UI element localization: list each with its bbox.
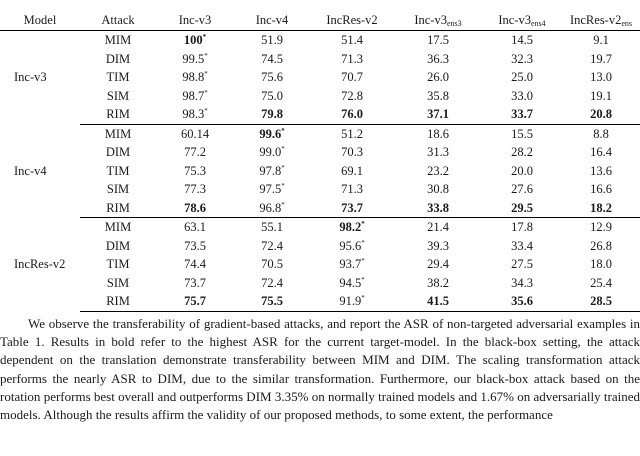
table-row — [0, 87, 640, 106]
asr-cell-inc-v3-ens3 — [394, 143, 482, 162]
asr-value: 33.7 — [511, 107, 533, 121]
asr-cell-incres-v2 — [310, 180, 394, 199]
asr-cell-inc-v3-ens4 — [482, 105, 562, 124]
asr-value: 99.5 — [182, 51, 205, 66]
asr-cell-incres-v2-ens — [562, 274, 640, 293]
header-incres-v2: IncRes-v2 — [310, 10, 394, 31]
asr-cell-inc-v3 — [156, 292, 234, 311]
asr-value: 20.0 — [511, 163, 533, 178]
asr-value: 41.5 — [427, 294, 449, 308]
asr-value: 18.6 — [427, 126, 449, 141]
asr-cell-inc-v4 — [234, 255, 310, 274]
asr-value: 93.7 — [339, 257, 362, 271]
asr-value: 18.2 — [590, 200, 612, 215]
asr-cell-incres-v2 — [310, 292, 394, 311]
table-row — [0, 162, 640, 181]
white-box-star: * — [202, 33, 207, 41]
asr-cell-inc-v3 — [156, 143, 234, 162]
asr-value: 28.2 — [511, 145, 533, 159]
asr-cell-incres-v2-ens — [562, 237, 640, 256]
asr-cell-inc-v3-ens4 — [482, 255, 562, 274]
asr-value: 39.3 — [427, 238, 449, 253]
attack-label: TIM — [106, 163, 130, 178]
header-attack: Attack — [80, 10, 156, 31]
asr-cell-inc-v3 — [156, 218, 234, 237]
asr-cell-inc-v3-ens4 — [482, 124, 562, 143]
asr-cell-inc-v4 — [234, 31, 310, 50]
asr-value: 73.7 — [341, 200, 363, 215]
asr-value: 29.5 — [511, 200, 533, 215]
attack-label: MIM — [104, 126, 132, 141]
asr-value: 75.7 — [184, 294, 206, 308]
asr-value: 94.5 — [339, 275, 362, 290]
asr-cell-incres-v2-ens — [562, 143, 640, 162]
asr-value: 15.5 — [511, 126, 533, 141]
asr-value: 98.3 — [182, 107, 205, 121]
attack-label: SIM — [106, 182, 130, 196]
attack-label: RIM — [80, 105, 156, 124]
asr-value: 55.1 — [261, 220, 283, 234]
asr-value: 25.0 — [511, 70, 533, 84]
asr-value: 33.0 — [511, 88, 533, 103]
asr-cell-inc-v4 — [234, 68, 310, 87]
white-box-star: * — [281, 145, 285, 153]
table-row — [0, 31, 640, 50]
asr-cell-inc-v3 — [156, 274, 234, 293]
asr-value: 35.8 — [427, 88, 449, 103]
asr-cell-incres-v2 — [310, 50, 394, 69]
asr-value: 19.1 — [590, 88, 612, 103]
asr-value: 37.1 — [427, 107, 449, 121]
header-inc-v3-ens3: Inc-$v3_{ens3}$ — [394, 10, 482, 31]
asr-cell-inc-v3-ens3 — [394, 68, 482, 87]
asr-cell-inc-v3-ens4 — [482, 199, 562, 218]
header-inc-v3: Inc-v3 — [156, 10, 234, 31]
white-box-star: * — [204, 88, 208, 97]
asr-value: 16.4 — [590, 145, 612, 159]
header-model: Model — [0, 10, 80, 31]
asr-value: 51.4 — [341, 33, 363, 47]
asr-value: 38.2 — [427, 275, 449, 290]
asr-cell-inc-v3 — [156, 31, 234, 50]
asr-value: 28.5 — [590, 294, 612, 308]
header-incres-v2-ens: IncRes-$v2_{ens}$ — [562, 10, 640, 31]
asr-cell-inc-v3-ens4 — [482, 180, 562, 199]
asr-cell-inc-v3-ens3 — [394, 292, 482, 311]
asr-value: 79.8 — [261, 107, 283, 121]
asr-cell-incres-v2-ens — [562, 31, 640, 50]
asr-cell-inc-v4 — [234, 274, 310, 293]
asr-cell-inc-v4 — [234, 237, 310, 256]
asr-cell-inc-v4 — [234, 143, 310, 162]
asr-value: 27.5 — [511, 257, 533, 271]
attack-label: TIM — [106, 257, 130, 271]
asr-value: 73.5 — [184, 238, 206, 253]
asr-cell-incres-v2-ens — [562, 180, 640, 199]
table-row — [0, 180, 640, 199]
asr-value: 31.3 — [427, 145, 449, 159]
white-box-star: * — [281, 126, 285, 135]
model-label: Inc-v3 — [14, 70, 47, 85]
table-row — [0, 199, 640, 218]
asr-value: 63.1 — [184, 220, 206, 234]
asr-value: 72.4 — [261, 238, 283, 253]
asr-value: 30.8 — [427, 182, 449, 196]
asr-cell-inc-v3-ens4 — [482, 218, 562, 237]
asr-value: 75.6 — [261, 70, 283, 84]
asr-value: 33.8 — [427, 200, 449, 215]
asr-cell-inc-v3-ens3 — [394, 87, 482, 106]
asr-value: 17.8 — [511, 220, 533, 234]
asr-value: 51.9 — [261, 33, 283, 47]
asr-value: 9.1 — [593, 33, 609, 47]
asr-cell-incres-v2 — [310, 31, 394, 50]
table-row — [0, 255, 640, 274]
asr-value: 73.7 — [184, 275, 206, 290]
asr-cell-incres-v2 — [310, 124, 394, 143]
asr-value: 13.0 — [590, 70, 612, 84]
asr-value: 71.3 — [341, 182, 363, 196]
asr-value: 74.4 — [184, 257, 206, 271]
attack-label: DIM — [105, 238, 131, 253]
asr-cell-incres-v2 — [310, 162, 394, 181]
model-label: Inc-v4 — [14, 163, 47, 178]
asr-value: 96.8 — [259, 200, 282, 215]
asr-value: 60.14 — [180, 126, 210, 141]
asr-cell-inc-v4 — [234, 87, 310, 106]
white-box-star: * — [204, 70, 208, 78]
asr-cell-incres-v2 — [310, 255, 394, 274]
asr-value: 77.3 — [184, 182, 206, 196]
asr-value: 29.4 — [427, 257, 449, 271]
asr-value: 70.3 — [341, 145, 363, 159]
asr-cell-inc-v3 — [156, 180, 234, 199]
white-box-star: * — [281, 182, 285, 190]
asr-cell-incres-v2 — [310, 274, 394, 293]
asr-value: 18.0 — [590, 257, 612, 271]
asr-value: 26.0 — [427, 70, 449, 84]
asr-value: 98.2 — [339, 220, 362, 234]
asr-value: 8.8 — [593, 126, 609, 141]
table-row — [0, 218, 640, 237]
white-box-star: * — [204, 107, 208, 115]
asr-value: 35.6 — [511, 294, 533, 308]
asr-cell-inc-v3 — [156, 50, 234, 69]
asr-cell-inc-v3 — [156, 105, 234, 124]
asr-value: 74.5 — [261, 51, 283, 66]
asr-value: 75.0 — [261, 88, 283, 103]
table-row — [0, 274, 640, 293]
attack-label: DIM — [105, 145, 131, 159]
asr-cell-inc-v3-ens4 — [482, 31, 562, 50]
asr-cell-incres-v2 — [310, 199, 394, 218]
asr-cell-inc-v3-ens4 — [482, 68, 562, 87]
asr-cell-incres-v2-ens — [562, 255, 640, 274]
asr-cell-inc-v3 — [156, 237, 234, 256]
asr-cell-inc-v3-ens3 — [394, 237, 482, 256]
asr-value: 26.8 — [590, 238, 612, 253]
white-box-star: * — [281, 200, 285, 209]
asr-cell-inc-v3-ens3 — [394, 199, 482, 218]
table-row — [0, 237, 640, 256]
asr-cell-inc-v3-ens3 — [394, 218, 482, 237]
asr-value: 91.9 — [339, 294, 362, 308]
asr-cell-inc-v3-ens4 — [482, 237, 562, 256]
asr-cell-incres-v2-ens — [562, 87, 640, 106]
white-box-star: * — [361, 220, 365, 228]
attack-label: TIM — [106, 70, 130, 84]
table-row — [0, 143, 640, 162]
asr-cell-inc-v3 — [156, 87, 234, 106]
white-box-star: * — [204, 51, 208, 60]
asr-value: 33.4 — [511, 238, 533, 253]
asr-value: 12.9 — [590, 220, 612, 234]
table-row — [0, 105, 640, 124]
asr-value: 25.4 — [590, 275, 612, 290]
asr-cell-inc-v3-ens4 — [482, 162, 562, 181]
asr-value: 78.6 — [184, 200, 206, 215]
asr-cell-inc-v3-ens3 — [394, 274, 482, 293]
white-box-star: * — [361, 294, 365, 302]
asr-cell-inc-v3-ens3 — [394, 50, 482, 69]
asr-value: 97.5 — [259, 182, 282, 196]
table-row — [0, 68, 640, 87]
asr-value: 77.2 — [184, 145, 206, 159]
attack-label: RIM — [80, 292, 156, 311]
asr-cell-inc-v4 — [234, 218, 310, 237]
attack-label: DIM — [105, 51, 131, 66]
white-box-star: * — [361, 275, 365, 284]
asr-cell-incres-v2-ens — [562, 105, 640, 124]
white-box-star: * — [361, 238, 365, 247]
asr-value: 51.2 — [341, 126, 363, 141]
asr-cell-inc-v4 — [234, 124, 310, 143]
asr-cell-inc-v3-ens4 — [482, 50, 562, 69]
asr-cell-incres-v2 — [310, 87, 394, 106]
asr-cell-inc-v4 — [234, 180, 310, 199]
header-inc-v3-ens4: Inc-$v3_{ens4}$ — [482, 10, 562, 31]
asr-value: 14.5 — [511, 33, 533, 47]
asr-value: 99.6 — [259, 126, 282, 141]
table-row — [0, 292, 640, 311]
asr-cell-incres-v2-ens — [562, 50, 640, 69]
asr-cell-inc-v3-ens3 — [394, 105, 482, 124]
asr-value: 17.5 — [427, 33, 449, 47]
asr-cell-inc-v3-ens3 — [394, 162, 482, 181]
attack-label: SIM — [106, 275, 130, 290]
asr-value: 20.8 — [590, 107, 612, 121]
attack-label: MIM — [104, 33, 132, 47]
asr-cell-inc-v4 — [234, 162, 310, 181]
asr-value: 98.8 — [182, 70, 205, 84]
asr-value: 70.7 — [341, 70, 363, 84]
asr-value: 72.8 — [341, 88, 363, 103]
asr-cell-inc-v4 — [234, 50, 310, 69]
asr-cell-incres-v2 — [310, 105, 394, 124]
asr-cell-incres-v2-ens — [562, 292, 640, 311]
asr-value: 32.3 — [511, 51, 533, 66]
asr-value: 98.7 — [182, 88, 205, 103]
body-paragraph — [0, 315, 640, 424]
results-table — [0, 10, 640, 312]
asr-cell-inc-v3-ens4 — [482, 274, 562, 293]
asr-value: 21.4 — [427, 220, 449, 234]
asr-cell-inc-v3-ens3 — [394, 124, 482, 143]
asr-value: 100 — [183, 33, 203, 47]
attack-label: MIM — [104, 220, 132, 234]
asr-cell-inc-v3-ens3 — [394, 31, 482, 50]
asr-value: 70.5 — [261, 257, 283, 271]
asr-cell-inc-v3-ens4 — [482, 143, 562, 162]
asr-value: 75.3 — [184, 163, 206, 178]
table-header-row — [0, 10, 640, 31]
asr-cell-inc-v3 — [156, 124, 234, 143]
attack-label: RIM — [80, 199, 156, 218]
asr-cell-incres-v2-ens — [562, 199, 640, 218]
asr-cell-inc-v3 — [156, 199, 234, 218]
paragraph-text: We observe the transferability of gradient-based attacks, and report the ASR of non-targeted adversarial examples in Table 1. Results in bold refer to the highest ASR for the current target-model. In the black-box setting, the attack dependent on the translation demonstrate transferability between MIM and DIM. The scaling transformation attack performs the nearly ASR to DIM, due to the similar transformation. Furthermore, our black-box attack based on the rotation performs best overall and outperforms DIM 3.35% on normally trained models and 1.67% on adversarially trained models. Although the results affirm the validity of our proposed methods, to some extent, the performance — [0, 316, 640, 423]
asr-cell-incres-v2 — [310, 218, 394, 237]
table-row — [0, 50, 640, 69]
asr-cell-incres-v2 — [310, 143, 394, 162]
asr-value: 95.6 — [339, 238, 362, 253]
table-row — [0, 124, 640, 143]
asr-value: 76.0 — [341, 107, 363, 121]
asr-value: 36.3 — [427, 51, 449, 66]
asr-value: 27.6 — [511, 182, 533, 196]
asr-cell-inc-v4 — [234, 105, 310, 124]
asr-cell-inc-v4 — [234, 199, 310, 218]
asr-cell-incres-v2-ens — [562, 68, 640, 87]
asr-cell-incres-v2-ens — [562, 124, 640, 143]
asr-value: 72.4 — [261, 275, 283, 290]
asr-cell-inc-v3-ens3 — [394, 180, 482, 199]
asr-value: 69.1 — [341, 163, 363, 178]
asr-cell-inc-v3 — [156, 162, 234, 181]
asr-cell-incres-v2 — [310, 237, 394, 256]
header-inc-v4: Inc-v4 — [234, 10, 310, 31]
asr-cell-inc-v3 — [156, 68, 234, 87]
asr-cell-inc-v3-ens3 — [394, 255, 482, 274]
asr-cell-inc-v3-ens4 — [482, 87, 562, 106]
model-label: IncRes-v2 — [14, 257, 66, 271]
white-box-star: * — [281, 163, 285, 172]
asr-cell-incres-v2-ens — [562, 218, 640, 237]
table-body — [0, 31, 640, 312]
white-box-star: * — [361, 257, 365, 265]
asr-value: 13.6 — [590, 163, 612, 178]
asr-value: 75.5 — [261, 294, 283, 308]
asr-value: 97.8 — [259, 163, 282, 178]
asr-value: 23.2 — [427, 163, 449, 178]
asr-cell-incres-v2 — [310, 68, 394, 87]
asr-value: 99.0 — [259, 145, 282, 159]
attack-label: SIM — [106, 88, 130, 103]
asr-value: 71.3 — [341, 51, 363, 66]
asr-cell-inc-v4 — [234, 292, 310, 311]
asr-cell-inc-v3-ens4 — [482, 292, 562, 311]
asr-cell-incres-v2-ens — [562, 162, 640, 181]
asr-value: 16.6 — [590, 182, 612, 196]
asr-value: 19.7 — [590, 51, 612, 66]
asr-cell-inc-v3 — [156, 255, 234, 274]
asr-value: 34.3 — [511, 275, 533, 290]
